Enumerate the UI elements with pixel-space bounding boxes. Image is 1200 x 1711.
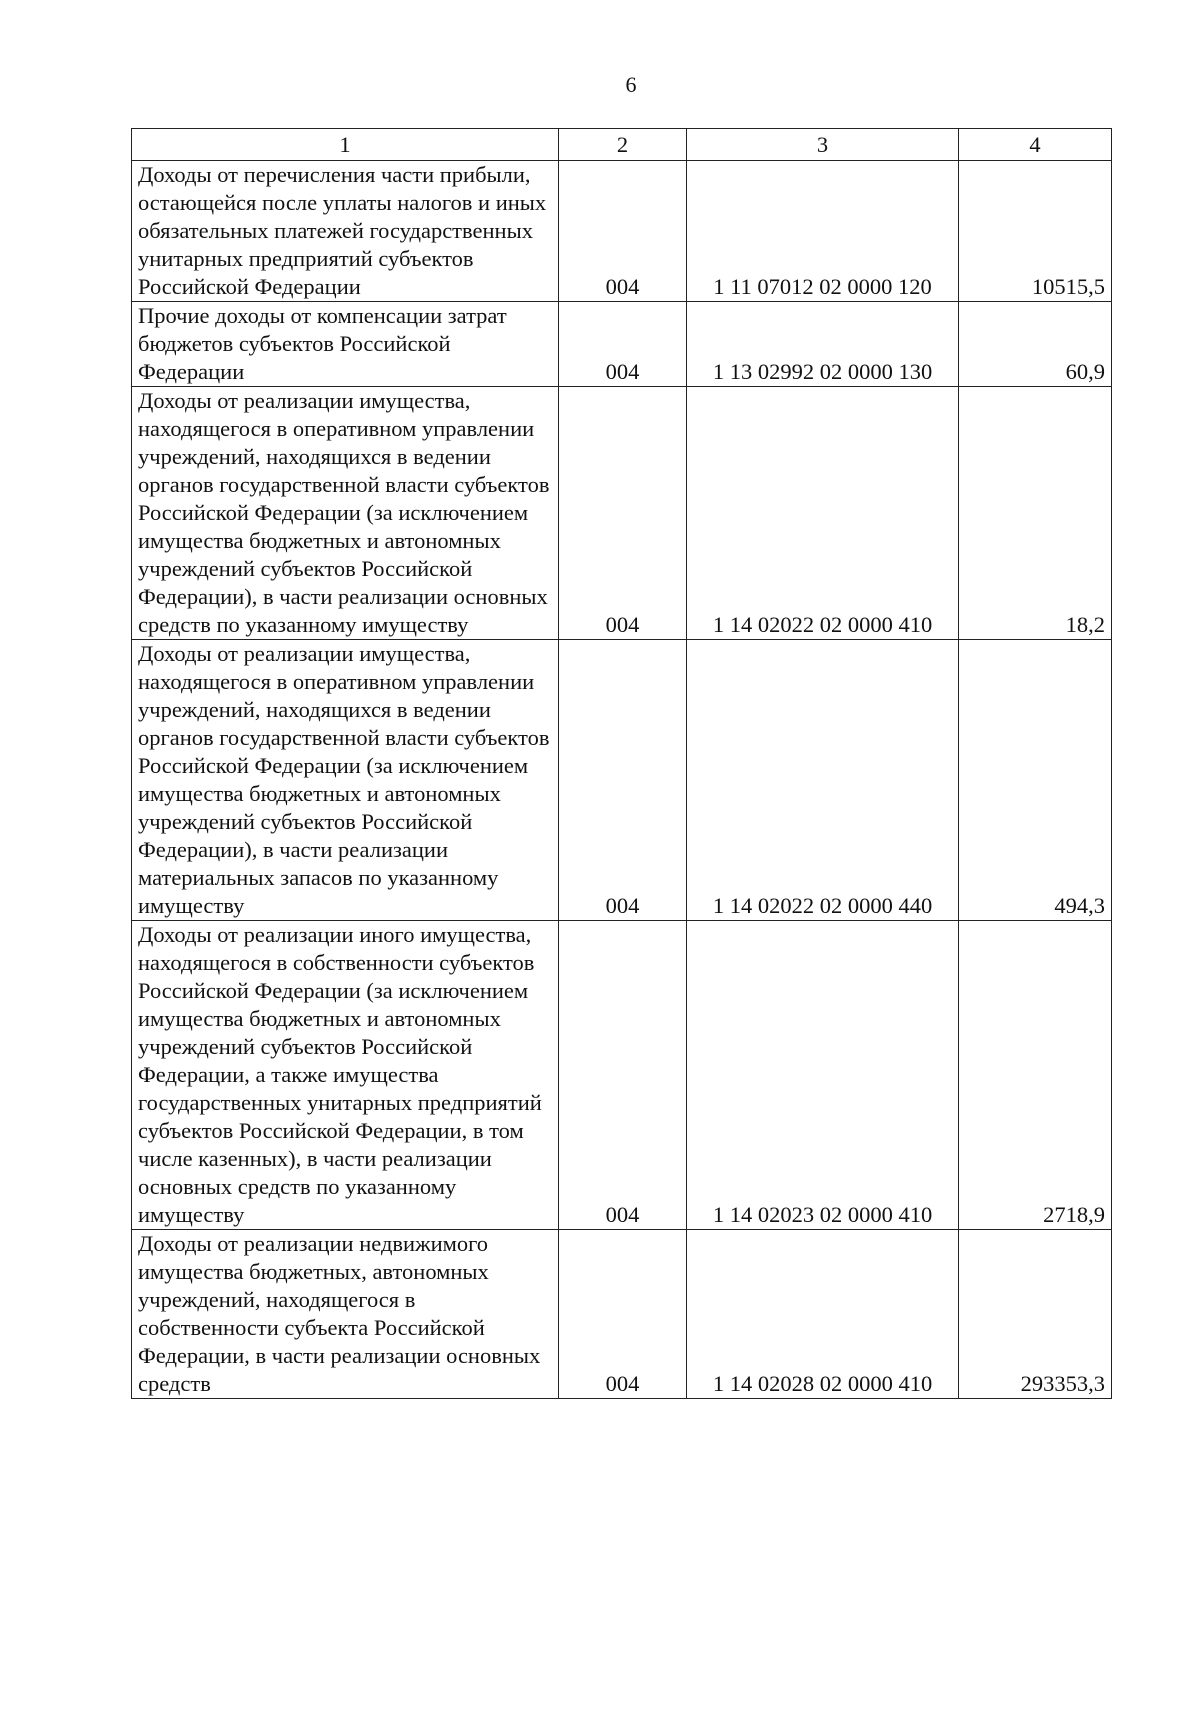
column-header-3: 3 xyxy=(687,129,959,161)
amount: 293353,3 xyxy=(959,1230,1112,1399)
table-row xyxy=(132,640,1112,921)
table-row xyxy=(132,161,1112,302)
revenue-table xyxy=(131,128,1112,1399)
budget-classification-code: 1 14 02028 02 0000 410 xyxy=(687,1230,959,1399)
header-row xyxy=(132,129,1112,161)
column-header-1: 1 xyxy=(132,129,559,161)
admin-code: 004 xyxy=(559,302,687,387)
revenue-name: Доходы от перечисления части прибыли, остающейся после уплаты налогов и иных обязательных платежей государственных унитарных предприятий субъектов Российской Федерации xyxy=(132,161,559,302)
admin-code: 004 xyxy=(559,640,687,921)
column-header-4: 4 xyxy=(959,129,1112,161)
admin-code: 004 xyxy=(559,161,687,302)
amount: 18,2 xyxy=(959,387,1112,640)
table-row xyxy=(132,1230,1112,1399)
amount: 2718,9 xyxy=(959,921,1112,1230)
amount: 60,9 xyxy=(959,302,1112,387)
page-number: 6 xyxy=(625,72,637,97)
table-row xyxy=(132,387,1112,640)
budget-classification-code: 1 13 02992 02 0000 130 xyxy=(687,302,959,387)
amount: 494,3 xyxy=(959,640,1112,921)
revenue-name: Доходы от реализации имущества, находящегося в оперативном управлении учреждений, находящихся в ведении органов государственной власти субъектов Российской Федерации (за исключением имущества бюджетных и автономных учреждений субъектов Российской Федерации), в части реализации материальных запасов по указанному имуществу xyxy=(132,640,559,921)
budget-classification-code: 1 14 02022 02 0000 410 xyxy=(687,387,959,640)
column-header-2: 2 xyxy=(559,129,687,161)
revenue-name: Доходы от реализации иного имущества, находящегося в собственности субъектов Российской Федерации (за исключением имущества бюджетных и автономных учреждений субъектов Российской Федерации, а также имущества государственных унитарных предприятий субъектов Российской Федерации, в том числе казенных), в части реализации основных средств по указанному имуществу xyxy=(132,921,559,1230)
admin-code: 004 xyxy=(559,1230,687,1399)
admin-code: 004 xyxy=(559,921,687,1230)
amount: 10515,5 xyxy=(959,161,1112,302)
admin-code: 004 xyxy=(559,387,687,640)
budget-classification-code: 1 14 02022 02 0000 440 xyxy=(687,640,959,921)
budget-classification-code: 1 11 07012 02 0000 120 xyxy=(687,161,959,302)
budget-classification-code: 1 14 02023 02 0000 410 xyxy=(687,921,959,1230)
revenue-name: Доходы от реализации имущества, находящегося в оперативном управлении учреждений, находящихся в ведении органов государственной власти субъектов Российской Федерации (за исключением имущества бюджетных и автономных учреждений субъектов Российской Федерации), в части реализации основных средств по указанному имуществу xyxy=(132,387,559,640)
table-row xyxy=(132,921,1112,1230)
revenue-name: Доходы от реализации недвижимого имущества бюджетных, автономных учреждений, находящегося в собственности субъекта Российской Федерации, в части реализации основных средств xyxy=(132,1230,559,1399)
table-row xyxy=(132,302,1112,387)
revenue-name: Прочие доходы от компенсации затрат бюджетов субъектов Российской Федерации xyxy=(132,302,559,387)
